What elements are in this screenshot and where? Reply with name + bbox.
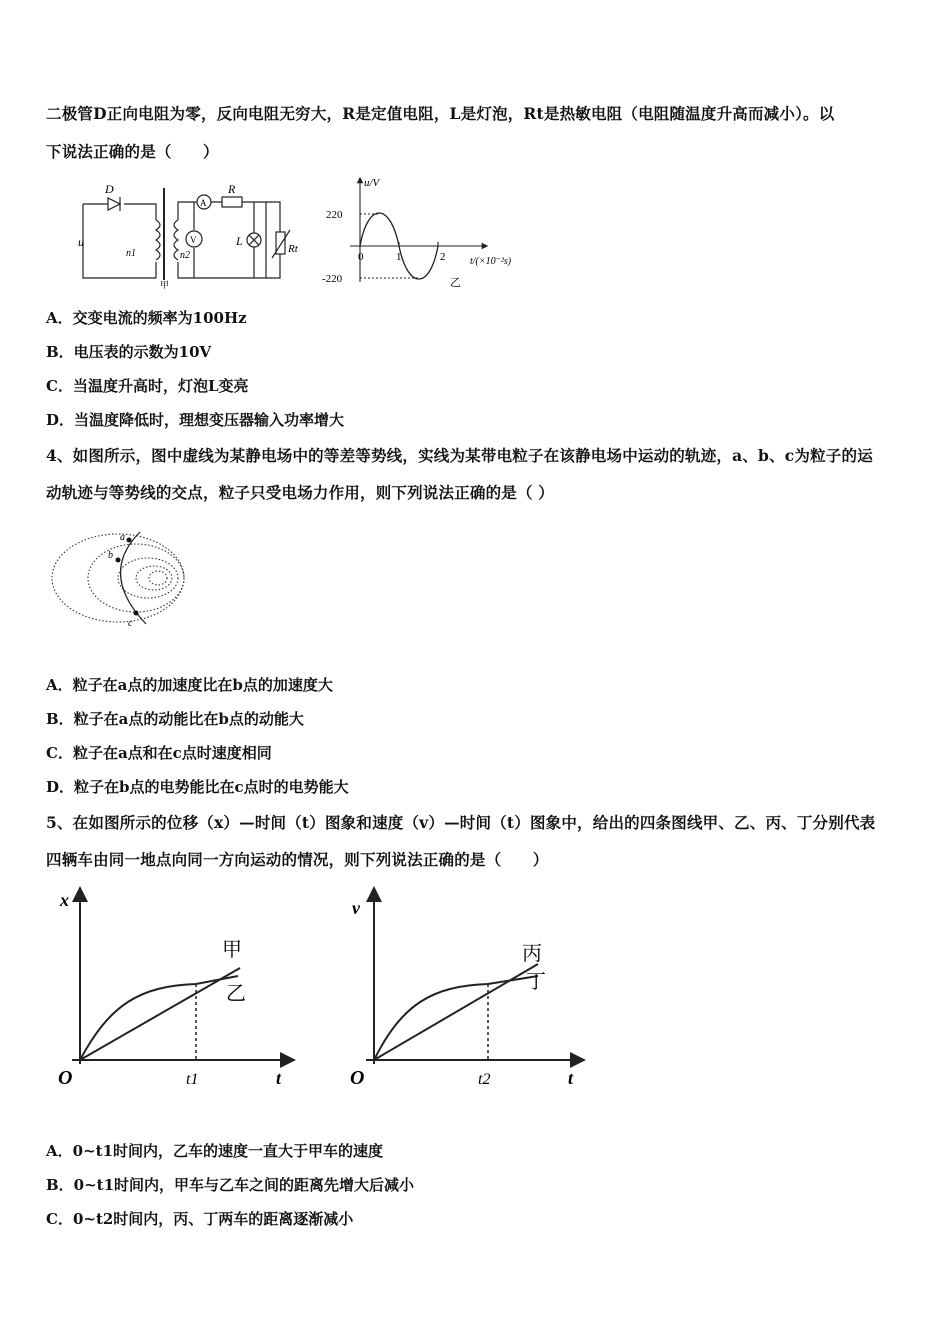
q4-stem-line1: 4、如图所示，图中虚线为某静电场中的等差等势线，实线为某带电粒子在该静电场中运动的轨迹，a、b、c为粒子的运 bbox=[46, 446, 873, 465]
graph-y-axis-label: u/V bbox=[364, 177, 380, 189]
q5-option-b: B．0~t1时间内，甲车与乙车之间的距离先增大后减小 bbox=[46, 1176, 415, 1194]
figure-jia-label: 甲 bbox=[160, 280, 170, 290]
graph-x-tick-0: 0 bbox=[358, 251, 364, 263]
equipotential-lines-figure bbox=[48, 524, 188, 636]
q4-stem-line2: 动轨迹与等势线的交点，粒子只受电场力作用，则下列说法正确的是（ ） bbox=[46, 483, 554, 502]
q3-stem-line1: 二极管D正向电阻为零，反向电阻无穷大，R是定值电阻，L是灯泡，Rt是热敏电阻（电阻随温度升高而减小）。以 bbox=[46, 104, 835, 123]
q3-option-a: A．交变电流的频率为100Hz bbox=[46, 309, 247, 327]
position-time-graph bbox=[50, 884, 300, 1094]
curve-jia-label: 甲 bbox=[222, 939, 242, 961]
thermistor-label: Rt bbox=[288, 243, 298, 255]
q4-option-d: D．粒子在b点的电势能比在c点时的电势能大 bbox=[46, 778, 349, 796]
q5-option-c: C．0~t2时间内，丙、丁两车的距离逐渐减小 bbox=[46, 1210, 354, 1228]
voltmeter-label: V bbox=[190, 235, 197, 245]
xt-x-axis-label: t bbox=[276, 1068, 282, 1088]
graph-y-max-label: 220 bbox=[326, 209, 343, 221]
voltage-source-label: u bbox=[78, 235, 84, 249]
curve-bing-label: 丙 bbox=[522, 943, 542, 965]
vt-y-axis-label: v bbox=[352, 898, 360, 918]
voltage-time-graph bbox=[320, 174, 540, 292]
q3-option-c: C．当温度升高时，灯泡L变亮 bbox=[46, 377, 249, 395]
primary-turns-label: n1 bbox=[126, 248, 136, 259]
vt-t2-label: t2 bbox=[478, 1071, 491, 1088]
q4-option-c: C．粒子在a点和在c点时速度相同 bbox=[46, 744, 272, 762]
ammeter-label: A bbox=[200, 198, 207, 208]
lamp-label: L bbox=[236, 234, 243, 248]
graph-x-tick-2: 2 bbox=[440, 251, 446, 263]
graph-x-axis-label: t/(×10⁻²s) bbox=[470, 256, 512, 267]
point-a-label: a bbox=[120, 532, 125, 543]
curve-ding-label: 丁 bbox=[526, 971, 546, 993]
graph-x-tick-1: 1 bbox=[396, 251, 402, 263]
diode-label: D bbox=[105, 182, 114, 196]
q5-stem-line2: 四辆车由同一地点向同一方向运动的情况，则下列说法正确的是（ ） bbox=[46, 850, 549, 869]
xt-origin-label: O bbox=[58, 1067, 73, 1089]
graph-y-min-label: -220 bbox=[322, 273, 343, 285]
secondary-turns-label: n2 bbox=[180, 250, 190, 261]
q5-option-a: A．0~t1时间内，乙车的速度一直大于甲车的速度 bbox=[46, 1142, 384, 1160]
q3-option-b: B．电压表的示数为10V bbox=[46, 343, 212, 361]
q4-option-b: B．粒子在a点的动能比在b点的动能大 bbox=[46, 710, 304, 728]
xt-y-axis-label: x bbox=[60, 890, 69, 910]
vt-x-axis-label: t bbox=[568, 1068, 574, 1088]
q5-stem-line1: 5、在如图所示的位移（x）—时间（t）图象和速度（v）—时间（t）图象中，给出的四条图线甲、乙、丙、丁分别代表 bbox=[46, 813, 876, 832]
xt-t1-label: t1 bbox=[186, 1071, 199, 1088]
q4-option-a: A．粒子在a点的加速度比在b点的加速度大 bbox=[46, 676, 333, 694]
point-c-label: c bbox=[128, 618, 133, 629]
q3-option-d: D．当温度降低时，理想变压器输入功率增大 bbox=[46, 411, 345, 429]
resistor-label: R bbox=[228, 182, 236, 196]
curve-yi-label: 乙 bbox=[226, 983, 246, 1005]
vt-origin-label: O bbox=[350, 1067, 365, 1089]
point-b-label: b bbox=[108, 550, 113, 561]
transformer-circuit-diagram bbox=[76, 178, 316, 290]
velocity-time-graph bbox=[342, 884, 592, 1094]
figure-yi-label: 乙 bbox=[450, 277, 461, 289]
q3-stem-line2: 下说法正确的是（ ） bbox=[46, 142, 219, 161]
